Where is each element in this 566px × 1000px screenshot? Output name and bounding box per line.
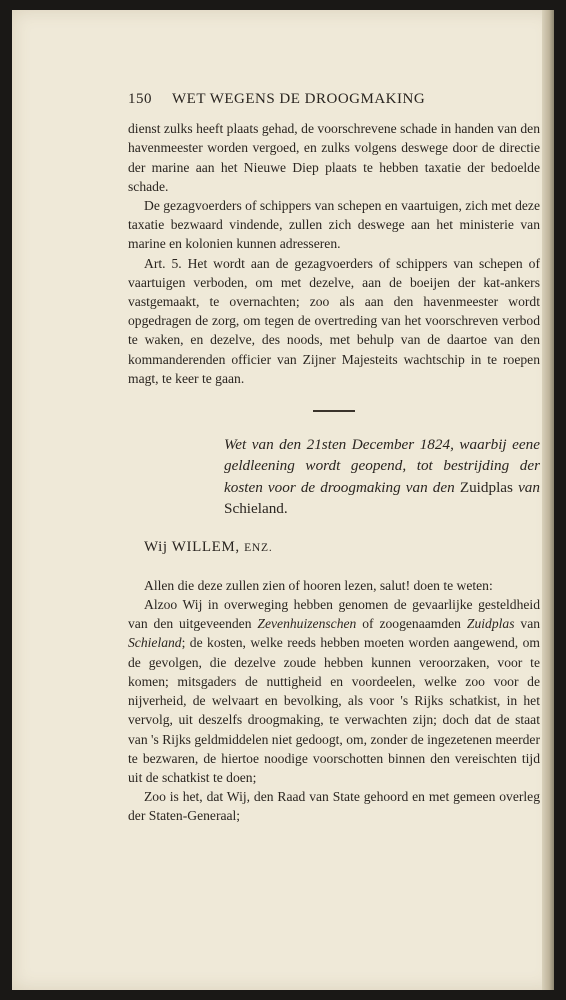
section-divider bbox=[313, 410, 355, 412]
law-title-part2: van bbox=[518, 478, 540, 496]
law-title-place: Zuidplas bbox=[459, 478, 513, 496]
alzoo-italic-zevenhuizenschen: Zevenhuizenschen bbox=[257, 616, 357, 632]
paragraph-gezagvoerders: De gezagvoerders of schippers van schepen en vaartuigen, zich met deze taxatie bezwaard vindende, zullen zich deswege aan het ministerie van marine en kolonien kunnen adresseren. bbox=[128, 198, 540, 252]
paragraph-art-5: Art. 5. Het wordt aan de gezagvoerders of schippers van schepen of vaartuigen verboden, om met dezelve, aan de boeijen der kat-ankers vastgemaakt, te overnachten; zoo als aan den havenmeester wordt opgedragen de zorg, om tegen de overtreding van het voorschreven verbod te waken, en dezelve, des noods, met behulp van de daartoe van den kommanderenden officier van Zijner Majesteits wachtschip in te roepen magt, te keer te gaan. bbox=[128, 255, 540, 386]
alzoo-text-a: Alzoo Wij in overweging hebben genomen de gevaarlijke gesteldheid van den uitgeveenden bbox=[128, 597, 540, 632]
book-page bbox=[12, 10, 554, 990]
law-title-place2: Schieland. bbox=[224, 500, 288, 518]
page-text-block bbox=[128, 90, 540, 826]
alzoo-italic-schieland: Schieland bbox=[128, 635, 182, 651]
decree-heading bbox=[144, 538, 540, 558]
paragraph-zoo-is-het: Zoo is het, dat Wij, den Raad van State gehoord en met gemeen overleg der Staten-Generaal; bbox=[128, 789, 540, 824]
running-head bbox=[128, 90, 540, 109]
paragraph-continued: dienst zulks heeft plaats gehad, de voorschrevene schade in handen van den havenmeester worden vergoed, en zulks volgens deswege door de directie der marine aan het Nieuwe Diep plaats te hebben taxatie der bedoelde schade. bbox=[128, 121, 540, 194]
alzoo-italic-zuidplas: Zuidplas bbox=[466, 616, 515, 632]
alzoo-text-d: ; de kosten, welke reeds hebben moeten worden aangewend, om de gevolgen, die dezelve zoude hebben kunnen veroorzaken, voor te komen; mitsgaders de nuttigheid en voordeelen, welke zoo voor de nijverheid, de welvaart en bevolking, als voor 's Rijks schatkist, in het vervolg, uit deszelfs droogmaking, te verwachten zijn; doch dat de staat van 's Rijks geldmiddelen niet gedoogt, om, zonder de ingezetenen meerder te bezwaren, de hiertoe noodige voorschotten binnen den vereischten tijd uit de schatkist te doen; bbox=[128, 635, 540, 785]
paragraph-alzoo bbox=[128, 595, 540, 787]
law-title-part1: Wet van den 21sten December 1824, waarbij eene geldleening wordt geopend, tot bestrijding der kosten voor de droogmaking van den bbox=[224, 436, 540, 496]
alzoo-text-c: van bbox=[520, 616, 541, 632]
running-title: WET WEGENS DE DROOGMAKING bbox=[172, 91, 426, 107]
decree-heading-main: Wij WILLEM, bbox=[144, 538, 240, 555]
paragraph-salut: Allen die deze zullen zien of hooren lezen, salut! doen te weten: bbox=[144, 577, 493, 593]
page-spine-edge bbox=[542, 10, 554, 990]
decree-heading-small: ENZ. bbox=[244, 541, 273, 554]
alzoo-text-b: of zoogenaamden bbox=[362, 616, 461, 632]
page-number: 150 bbox=[128, 91, 152, 107]
law-title bbox=[224, 434, 540, 520]
